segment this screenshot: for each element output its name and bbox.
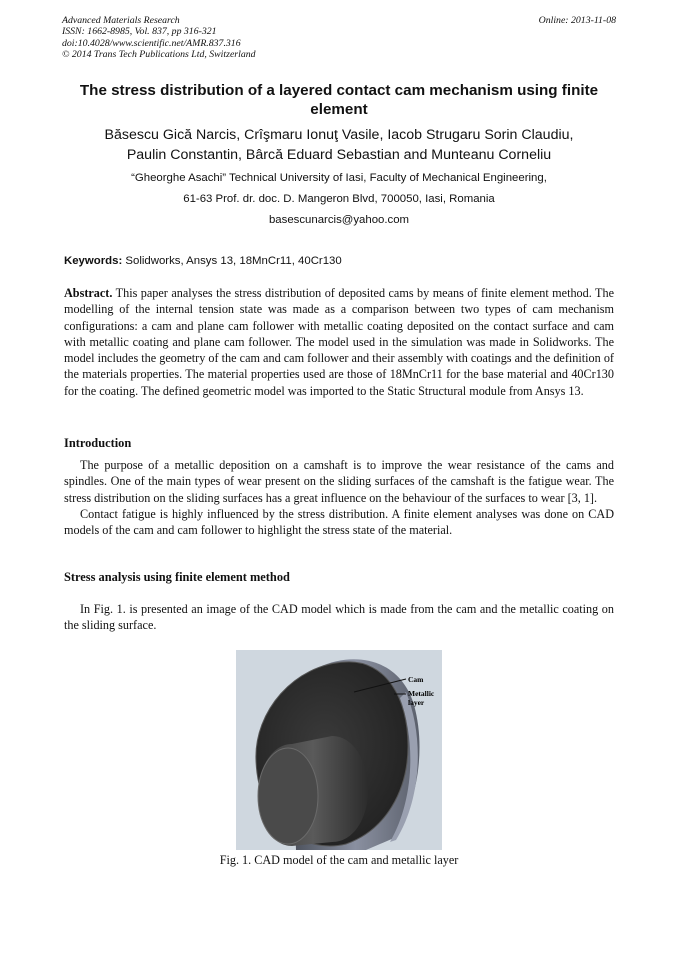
journal-header bbox=[62, 15, 618, 61]
journal-name: Advanced Materials Research bbox=[62, 15, 180, 26]
author-list bbox=[58, 126, 620, 165]
figure-caption: Fig. 1. CAD model of the cam and metallic layer bbox=[219, 853, 459, 867]
keywords-label: Keywords: bbox=[64, 255, 123, 267]
online-date: Online: 2013-11-08 bbox=[538, 15, 616, 26]
introduction-heading: Introduction bbox=[64, 436, 132, 450]
affiliation-line-2: 61-63 Prof. dr. doc. D. Mangeron Blvd, 700050, Iasi, Romania bbox=[183, 193, 495, 205]
abstract bbox=[64, 285, 614, 399]
introduction-paragraph-2: Contact fatigue is highly influenced by the stress distribution. A finite element analyses was done on CAD models of the cam and cam follower to highlight the stress state of the material. bbox=[64, 506, 614, 538]
keywords bbox=[64, 255, 620, 267]
affiliation-line-1: “Gheorghe Asachi” Technical University of Iasi, Faculty of Mechanical Engineering, bbox=[131, 172, 547, 184]
stress-analysis-body bbox=[64, 601, 614, 634]
authors-line-1: Băsescu Gică Narcis, Crîşmaru Ionuţ Vasile, Iacob Strugaru Sorin Claudiu, bbox=[104, 127, 574, 143]
author-email: basescunarcis@yahoo.com bbox=[268, 214, 410, 226]
metallic-label: Metallic bbox=[408, 689, 435, 698]
cad-model-drawing bbox=[236, 650, 442, 850]
cad-model-figure bbox=[236, 650, 442, 850]
cam-label: Cam bbox=[408, 675, 424, 684]
keywords-text: Solidworks, Ansys 13, 18MnCr11, 40Cr130 bbox=[122, 255, 342, 267]
authors-line-2: Paulin Constantin, Bârcă Eduard Sebastian and Munteanu Corneliu bbox=[126, 146, 552, 163]
stress-analysis-heading: Stress analysis using finite element method bbox=[64, 570, 290, 584]
layer-label: layer bbox=[408, 698, 425, 707]
stress-analysis-paragraph-1: In Fig. 1. is presented an image of the CAD model which is made from the cam and the metallic coating on the sliding surface. bbox=[64, 602, 614, 633]
introduction-paragraph-1: The purpose of a metallic deposition on a camshaft is to improve the wear resistance of the cams and spindles. One of the main types of wear present on the sliding surfaces of the camshaft is the fatigue wear. The stress distribution on the sliding surfaces has a great influence on the behaviour of the surfaces to wear [3, 1]. bbox=[64, 458, 614, 505]
issn-line: ISSN: 1662-8985, Vol. 837, pp 316-321 bbox=[62, 26, 217, 38]
doi-line: doi:10.4028/www.scientific.net/AMR.837.316 bbox=[62, 37, 241, 49]
introduction-body bbox=[64, 457, 614, 538]
shaft-end-face bbox=[258, 748, 318, 844]
copyright-line: © 2014 Trans Tech Publications Ltd, Switzerland bbox=[62, 49, 256, 61]
abstract-label: Abstract. bbox=[64, 286, 113, 300]
affiliation bbox=[58, 168, 620, 231]
abstract-text: This paper analyses the stress distribution of deposited cams by means of finite element method. The modelling of the internal tension state was made as a comparison between two types of cam mechanism configurations: a cam and plane cam follower with metallic coating deposited on the contact surface and cam with metallic coating and plane cam follower. The model used in the simulation was made in Solidworks. The model includes the geometry of the cam and cam follower and their assembly with coatings and the definition of the materials properties. The material properties used are those of 18MnCr11 for the base material and 40Cr130 for the coating. The defined geometric model was imported to the Static Structural module from Ansys 13. bbox=[64, 286, 614, 398]
paper-title: The stress distribution of a layered contact cam mechanism using finite element bbox=[79, 82, 599, 118]
